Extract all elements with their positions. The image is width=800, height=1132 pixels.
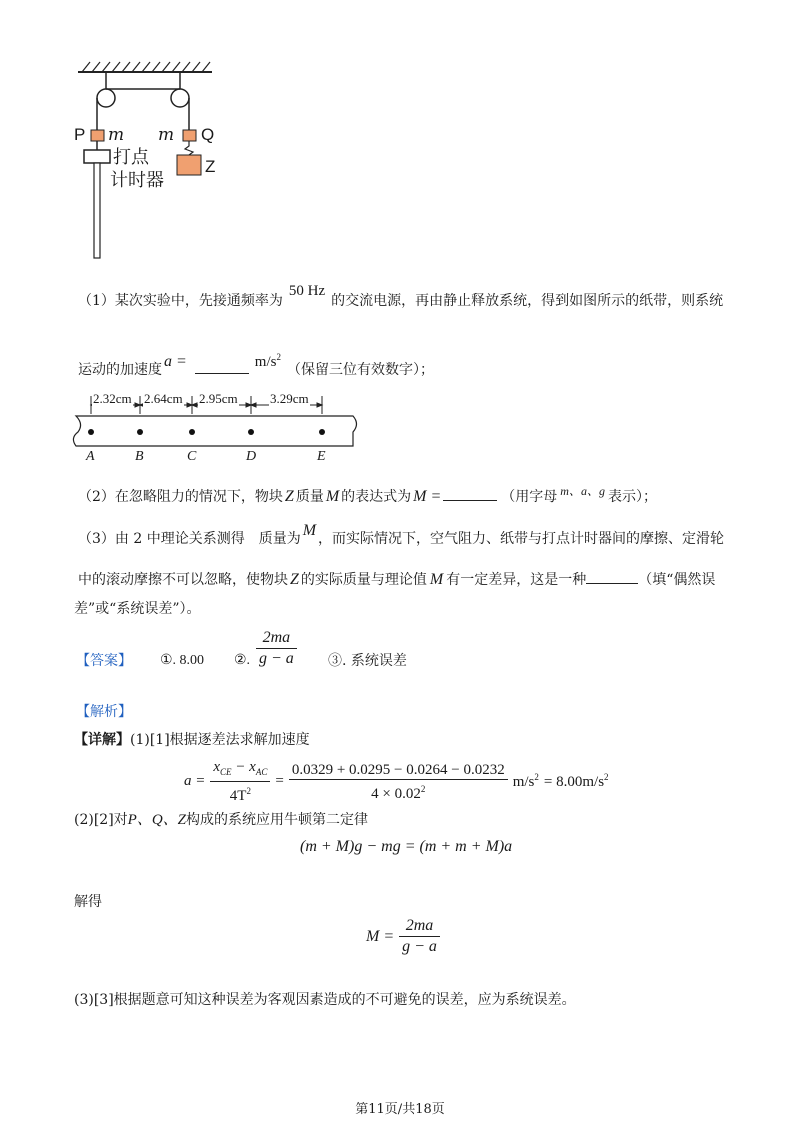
tape-label-d: D	[246, 449, 257, 464]
q3-blank	[586, 583, 638, 584]
q3-line2-d: （填“偶然误	[638, 572, 716, 588]
q1-freq: 50 Hz	[288, 283, 326, 299]
q1-blank	[195, 373, 249, 374]
answer-tag: 【答案】	[76, 653, 132, 669]
label-z: Z	[205, 157, 216, 176]
tape-dot-d	[248, 429, 254, 435]
answer-item2-label: ②.	[234, 653, 251, 668]
tape-dot-e	[319, 429, 325, 435]
label-p: P	[74, 125, 86, 144]
equation-2: (m + M)g − mg = (m + m + M)a	[300, 838, 513, 855]
q2-end: 表示）；	[607, 489, 657, 505]
q1-a-eq: a =	[164, 353, 187, 370]
tape-dot-c	[189, 429, 195, 435]
q2-blank	[443, 500, 497, 501]
eq3-num: 2ma	[399, 916, 440, 937]
label-m-right: m	[158, 125, 175, 145]
analysis-tag: 【解析】	[76, 704, 132, 720]
tape-label-e: E	[317, 449, 326, 464]
tape-seg-de: 3.29cm	[270, 391, 309, 406]
q2-prefix: （2）在忽略阻力的情况下，物块	[78, 489, 283, 505]
answer-item1: ①. 8.00	[160, 653, 205, 668]
q3-line3: 差”或“系统误差”）。	[74, 601, 201, 617]
eq1-unit: $m/s^2$	[512, 772, 539, 790]
p3-line: (3)[3]根据题意可知这种误差为客观因素造成的不可避免的误差，应为系统误差。	[74, 992, 576, 1008]
q3-var-z: Z	[290, 571, 299, 588]
tape-seg-bc: 2.64cm	[144, 391, 183, 406]
equation-1	[184, 758, 609, 805]
q3-line2-c: 有一定差异，这是一种	[446, 572, 587, 588]
q2-letters: m、a、g	[560, 484, 605, 498]
q2-var-z: Z	[284, 488, 294, 505]
detail-tag: 【详解】	[74, 732, 130, 748]
eq3-den: g − a	[402, 938, 437, 955]
apparatus-diagram	[70, 52, 250, 262]
eq1-eq: =	[275, 773, 284, 789]
q3-line2-a: 中的滚动摩擦不可以忽略，使物块	[78, 572, 288, 588]
tape-seg-cd: 2.95cm	[199, 391, 238, 406]
p2-line	[74, 811, 368, 829]
detail-text: (1)[1]根据逐差法求解加速度	[130, 732, 310, 748]
q2-eq: M =	[413, 488, 442, 505]
eq3-frac	[399, 916, 440, 957]
q3-line2	[78, 571, 715, 589]
q2-line	[78, 484, 657, 506]
tape-dot-a	[88, 429, 94, 435]
label-m-left: m	[108, 125, 125, 145]
tape-label-b: B	[135, 449, 144, 464]
label-q: Q	[201, 125, 215, 144]
tape-seg-ab: 2.32cm	[93, 391, 132, 406]
eq1-frac2: $\frac{0.0329 + 0.0295 - 0.0264 - 0.0232}{4 \times 0.02^2}$	[289, 761, 508, 803]
q1-note: （保留三位有效数字）；	[286, 362, 434, 378]
answer-item2-den: g − a	[259, 650, 294, 667]
page-number: 第11页/共18页	[355, 1102, 445, 1117]
q2-mid2: 的表达式为	[341, 489, 412, 505]
q2-var-m: M	[325, 488, 340, 505]
q3-prefix: （3）由 2 中理论关系测得 质量为	[78, 531, 301, 547]
q2-mid: 质量	[295, 489, 324, 505]
detail-line	[74, 731, 310, 749]
equation-3	[366, 916, 440, 957]
tape-dot-b	[137, 429, 143, 435]
q2-tail: （用字母	[501, 489, 558, 505]
q3-line1	[78, 522, 725, 548]
q3-var-m2: M	[429, 571, 444, 588]
q1-unit: $m/s^2$	[254, 352, 281, 370]
eq3-lhs: M =	[366, 927, 395, 945]
tape-label-c: C	[187, 449, 197, 464]
q3-suffix: ，而实际情况下，空气阻力、纸带与打点计时器间的摩擦、定滑轮	[318, 531, 725, 547]
q3-var-m: M	[302, 522, 317, 539]
q1-line2	[78, 352, 434, 379]
q1-suffix: 的交流电源，再由静止释放系统，得到如图所示的纸带，则系统	[331, 293, 724, 309]
eq1-lhs: a =	[184, 773, 206, 789]
p2-vars: P、Q、Z	[127, 812, 187, 828]
eq1-frac1: $\frac{x_{CE} - x_{AC}}{4T^2}$	[210, 758, 270, 805]
answer-item2-num: 2ma	[256, 628, 297, 649]
q1-line2-prefix: 运动的加速度	[78, 362, 162, 378]
tape-label-a: A	[86, 449, 95, 464]
q3-line2-b: 的实际质量与理论值	[300, 572, 427, 588]
p2-prefix: (2)[2]对	[74, 812, 128, 828]
solve-label: 解得	[74, 894, 102, 910]
p2-suffix: 构成的系统应用牛顿第二定律	[186, 812, 369, 828]
timer-label-line2: 计时器	[110, 170, 164, 191]
eq1-result: = $8.00m/s^2$	[543, 772, 609, 790]
q1-line1	[78, 283, 724, 310]
q1-prefix: （1）某次实验中，先接通频率为	[78, 293, 283, 309]
answer-item2-fraction	[256, 628, 297, 669]
answer-item3: ③. 系统误差	[328, 653, 407, 669]
timer-label-line1: 打点	[113, 147, 149, 168]
